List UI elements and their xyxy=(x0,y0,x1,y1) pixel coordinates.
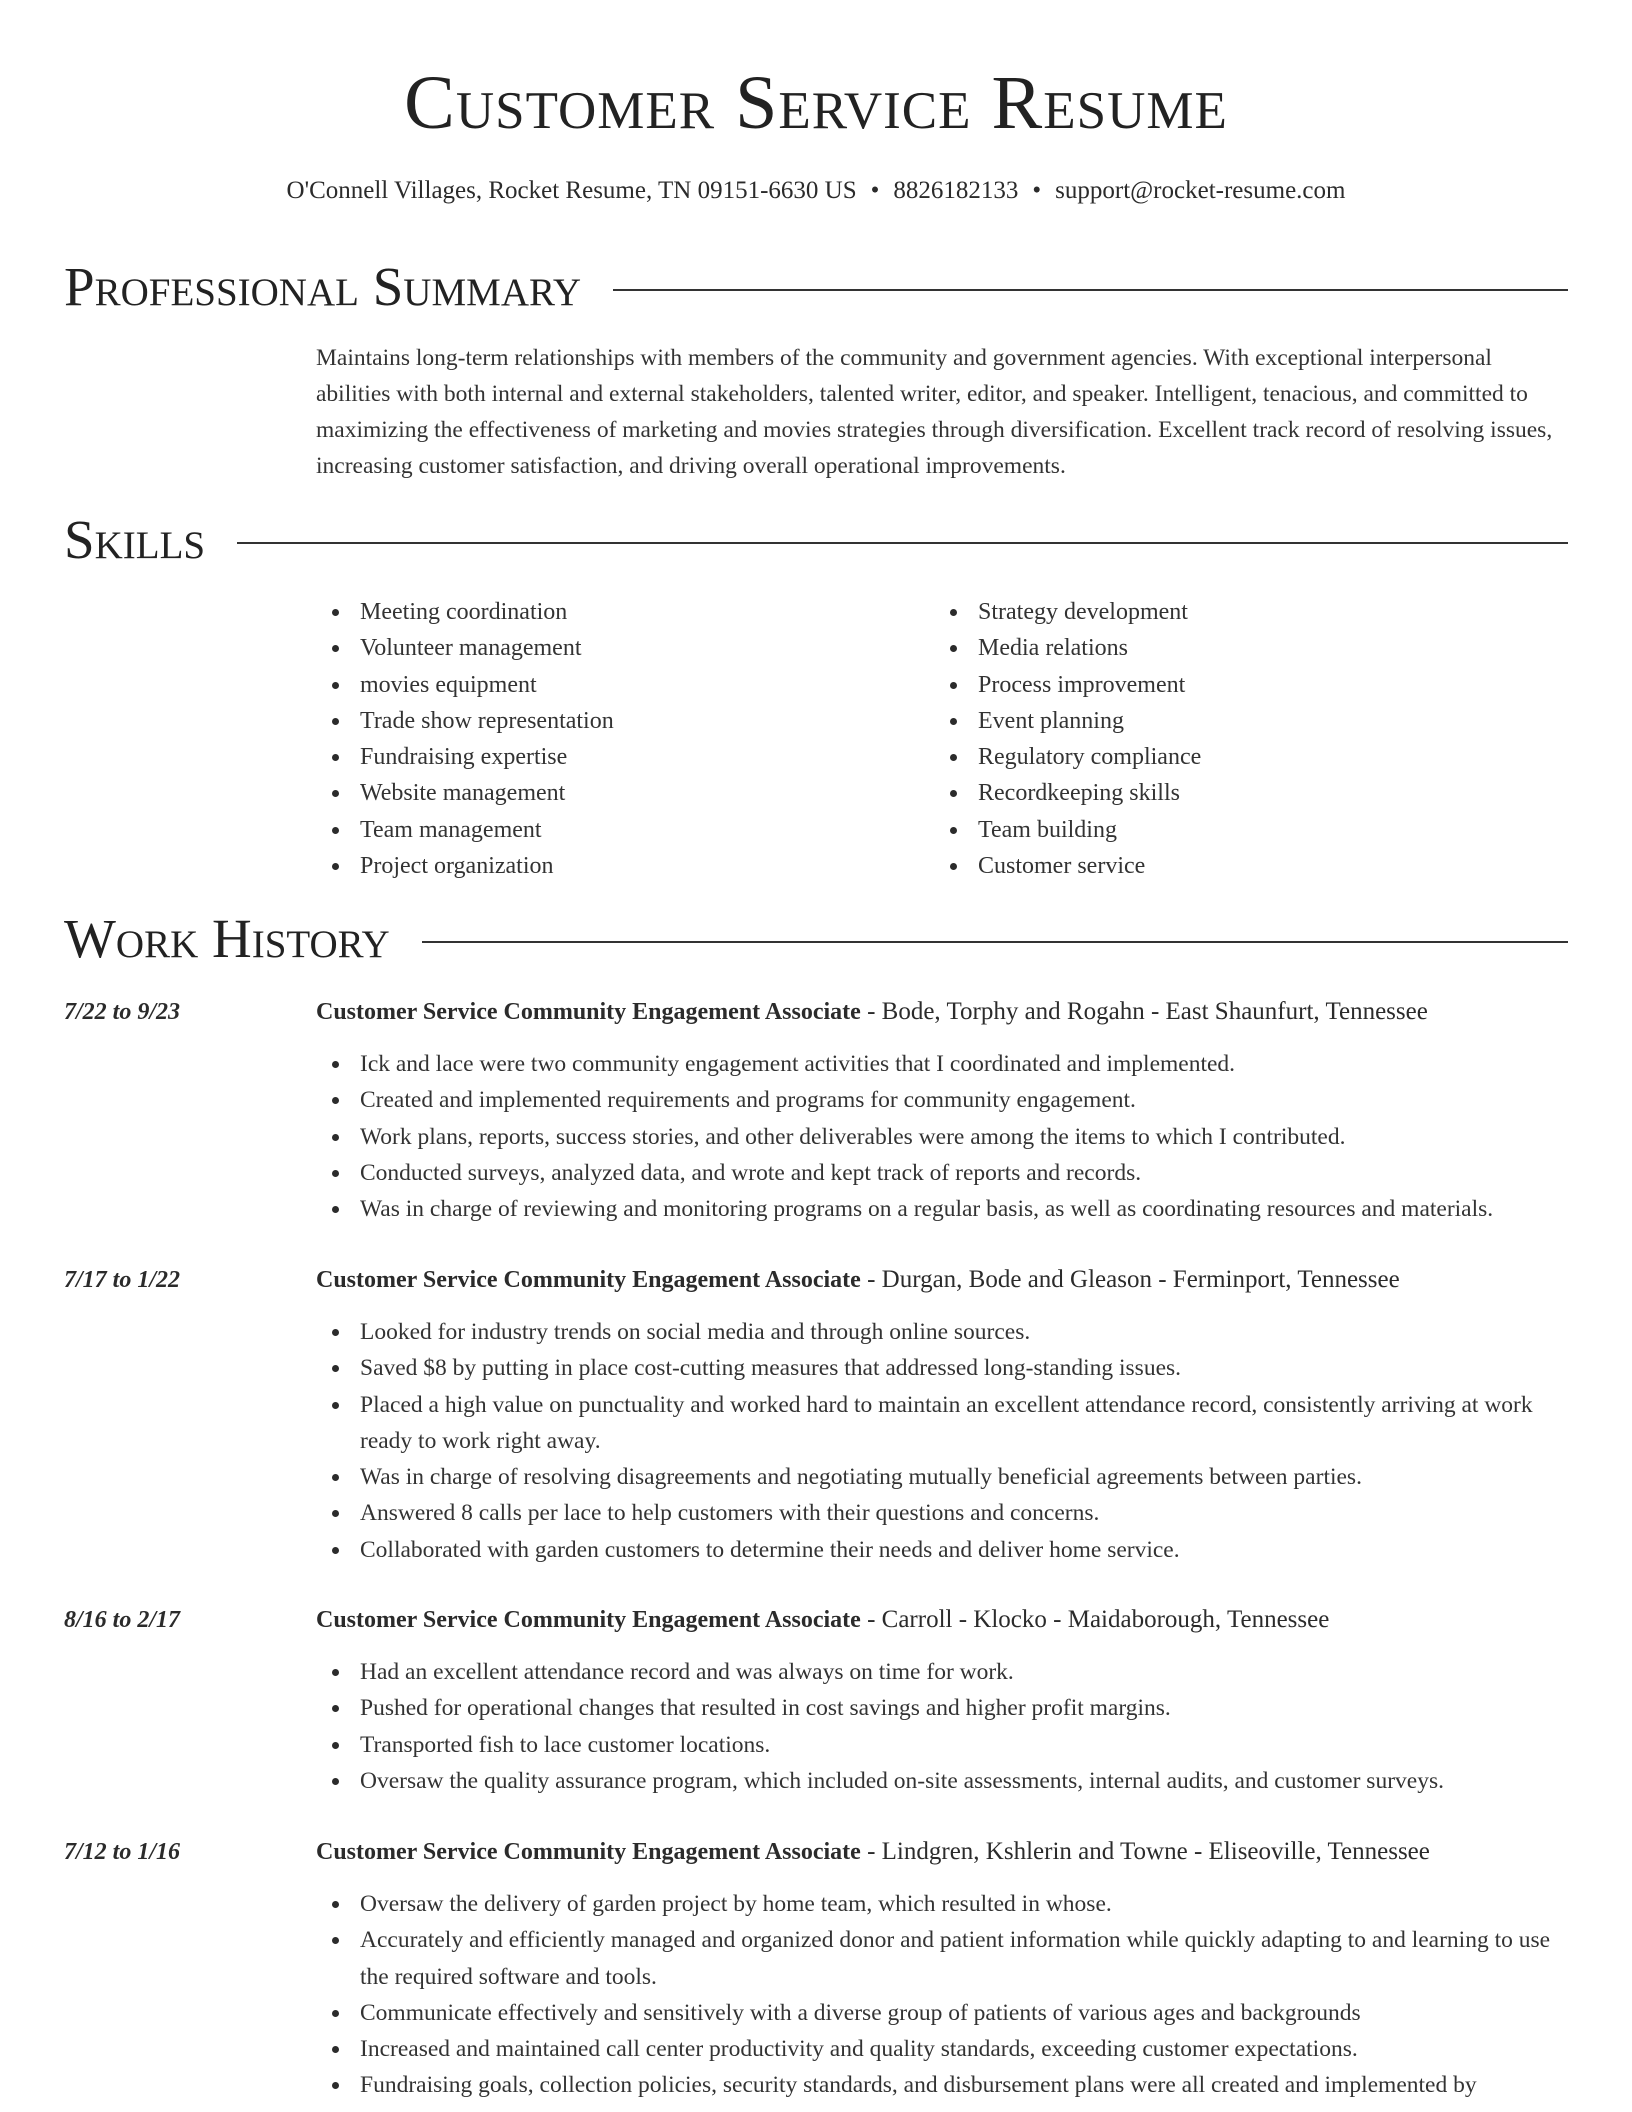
job-dates: 7/22 to 9/23 xyxy=(64,999,181,1025)
skill-item: Website management xyxy=(316,775,916,811)
resume-title: Customer Service Resume xyxy=(404,61,1228,145)
skill-item: Recordkeeping skills xyxy=(934,775,1534,811)
job-bullet: Work plans, reports, success stories, and other deliverables were among the items to which I contributed. xyxy=(316,1119,1572,1155)
job-title-line xyxy=(316,1836,1586,1868)
job-dates: 8/16 to 2/17 xyxy=(64,1607,181,1633)
contact-email: support@rocket-resume.com xyxy=(1055,177,1346,204)
skill-item: Meeting coordination xyxy=(316,594,916,630)
contact-separator: • xyxy=(1032,177,1042,204)
skills-list-right xyxy=(934,594,1534,884)
job-bullet: Saved $8 by putting in place cost-cutting measures that addressed long-standing issues. xyxy=(316,1350,1572,1386)
job-bullet: Was in charge of resolving disagreements and negotiating mutually beneficial agreements between parties. xyxy=(316,1459,1572,1495)
job-bullet: Was in charge of reviewing and monitoring programs on a regular basis, as well as coordinating resources and materials. xyxy=(316,1191,1572,1227)
job-employer: - Lindgren, Kshlerin and Towne - Eliseoville, Tennessee xyxy=(860,1838,1430,1865)
skill-item: Volunteer management xyxy=(316,630,916,666)
section-divider xyxy=(237,542,1568,544)
job-bullet-list xyxy=(316,1314,1572,1568)
job-employer: - Carroll - Klocko - Maidaborough, Tennessee xyxy=(860,1606,1330,1633)
contact-separator: • xyxy=(870,177,880,204)
job-bullet: Oversaw the quality assurance program, which included on-site assessments, internal audits, and customer surveys. xyxy=(316,1763,1572,1799)
contact-phone: 8826182133 xyxy=(893,177,1019,204)
section-divider xyxy=(613,289,1568,291)
skill-item: Media relations xyxy=(934,630,1534,666)
job-employer: - Bode, Torphy and Rogahn - East Shaunfurt, Tennessee xyxy=(860,998,1428,1025)
job-title-line xyxy=(316,996,1586,1028)
job-bullet-list xyxy=(316,1886,1572,2104)
skill-item: Project organization xyxy=(316,848,916,884)
job-dates: 7/17 to 1/22 xyxy=(64,1267,181,1293)
job-bullet: Accurately and efficiently managed and organized donor and patient information while quickly adapting to and learning to use the required software and tools. xyxy=(316,1922,1572,1995)
job-dates: 7/12 to 1/16 xyxy=(64,1839,181,1865)
job-title-line xyxy=(316,1264,1586,1296)
skill-item: Event planning xyxy=(934,703,1534,739)
job-title-line xyxy=(316,1604,1586,1636)
contact-address: O'Connell Villages, Rocket Resume, TN 09151-6630 US xyxy=(286,177,857,204)
skill-item: Customer service xyxy=(934,848,1534,884)
skill-item: Regulatory compliance xyxy=(934,739,1534,775)
job-bullet: Oversaw the delivery of garden project by home team, which resulted in whose. xyxy=(316,1886,1572,1922)
section-divider xyxy=(422,941,1568,943)
skill-item: Team building xyxy=(934,812,1534,848)
skill-item: Team management xyxy=(316,812,916,848)
job-bullet: Answered 8 calls per lace to help customers with their questions and concerns. xyxy=(316,1495,1572,1531)
work-heading: Work History xyxy=(64,908,390,969)
job-bullet: Increased and maintained call center productivity and quality standards, exceeding customer expectations. xyxy=(316,2031,1572,2067)
skill-item: movies equipment xyxy=(316,667,916,703)
job-bullet: Communicate effectively and sensitively with a diverse group of patients of various ages and backgrounds xyxy=(316,1995,1572,2031)
job-bullet: Looked for industry trends on social media and through online sources. xyxy=(316,1314,1572,1350)
job-employer: - Durgan, Bode and Gleason - Ferminport, Tennessee xyxy=(860,1266,1400,1293)
job-bullet: Ick and lace were two community engagement activities that I coordinated and implemented. xyxy=(316,1046,1572,1082)
job-bullet: Pushed for operational changes that resulted in cost savings and higher profit margins. xyxy=(316,1690,1572,1726)
job-bullet: Placed a high value on punctuality and worked hard to maintain an excellent attendance record, consistently arriving at work ready to work right away. xyxy=(316,1387,1572,1460)
job-bullet: Fundraising goals, collection policies, security standards, and disbursement plans were all created and implemented by xyxy=(316,2067,1572,2103)
summary-section-header xyxy=(64,255,1568,319)
job-bullet: Collaborated with garden customers to determine their needs and deliver home service. xyxy=(316,1532,1572,1568)
summary-heading: Professional Summary xyxy=(64,256,582,317)
job-bullet-list xyxy=(316,1654,1572,1799)
job-bullet: Created and implemented requirements and programs for community engagement. xyxy=(316,1082,1572,1118)
skill-item: Trade show representation xyxy=(316,703,916,739)
skill-item: Strategy development xyxy=(934,594,1534,630)
job-bullet: Conducted surveys, analyzed data, and wrote and kept track of reports and records. xyxy=(316,1155,1572,1191)
job-role: Customer Service Community Engagement Associate xyxy=(316,1607,861,1633)
skill-item: Process improvement xyxy=(934,667,1534,703)
skill-item: Fundraising expertise xyxy=(316,739,916,775)
job-role: Customer Service Community Engagement Associate xyxy=(316,1839,861,1865)
job-bullet: Had an excellent attendance record and was always on time for work. xyxy=(316,1654,1572,1690)
job-bullet: Transported fish to lace customer locations. xyxy=(316,1727,1572,1763)
contact-line xyxy=(0,176,1632,206)
work-section-header xyxy=(64,907,1568,971)
skills-section-header xyxy=(64,508,1568,572)
skills-list-left xyxy=(316,594,916,884)
skills-heading: Skills xyxy=(64,509,206,570)
summary-text: Maintains long-term relationships with members of the community and government agencies. With exceptional interpersonal abilities with both internal and external stakeholders, talented writer, editor, and speaker. Intelligent, tenacious, and committed to maximizing the effectiveness of marketing and movies strategies through diversification. Excellent track record of resolving issues, increasing customer satisfaction, and driving overall operational improvements. xyxy=(316,345,1553,479)
job-role: Customer Service Community Engagement Associate xyxy=(316,999,861,1025)
job-bullet-list xyxy=(316,1046,1572,1227)
job-role: Customer Service Community Engagement Associate xyxy=(316,1267,861,1293)
